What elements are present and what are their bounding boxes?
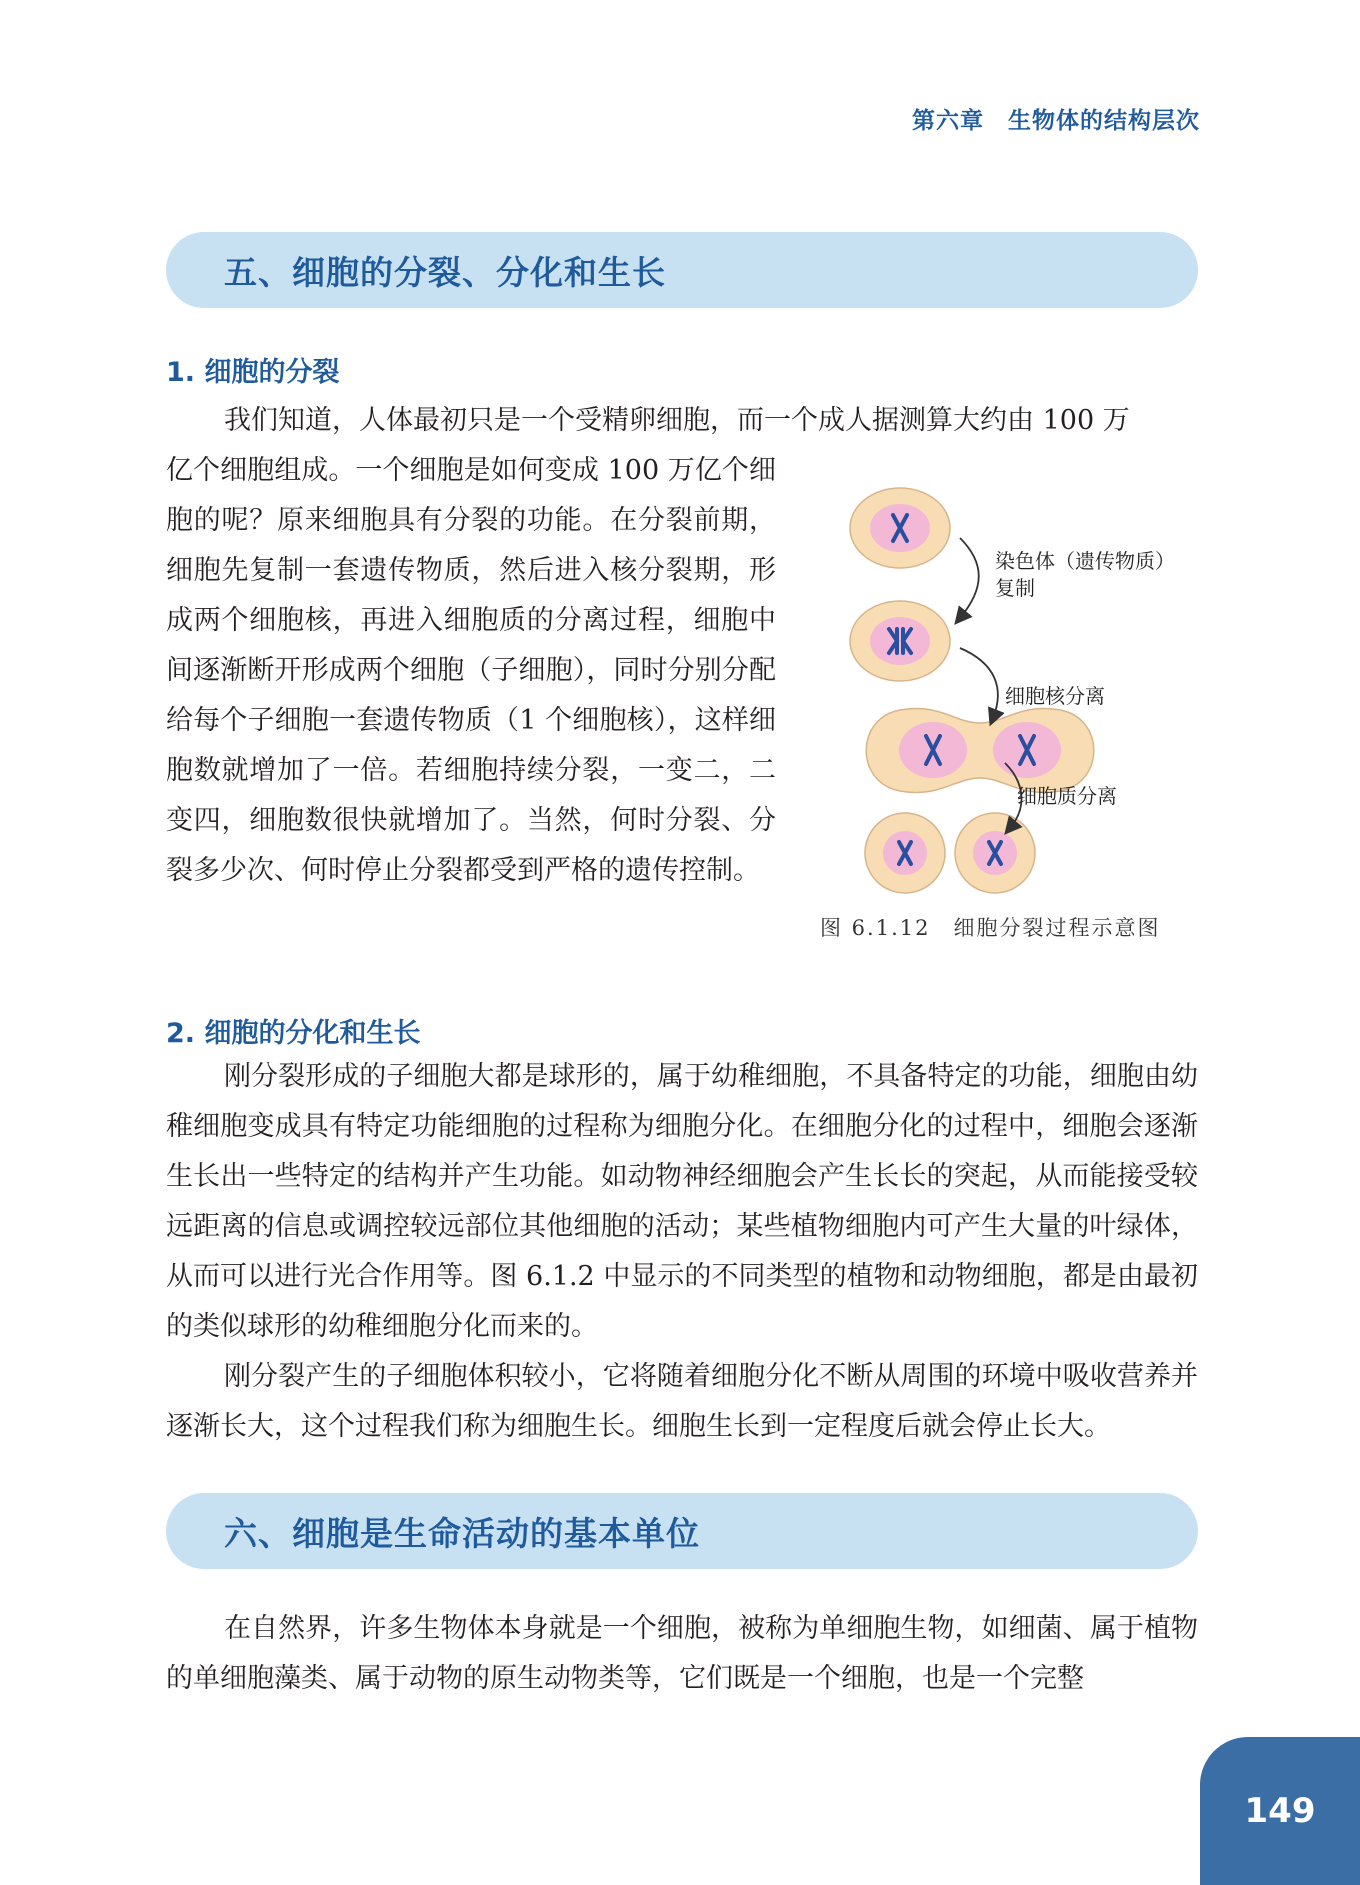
cell-division-figure [805,483,1205,958]
page-number-tab [1200,1737,1360,1885]
label-replication: 复制 [995,576,1035,600]
cell-division-diagram [805,483,1205,958]
page-number: 149 [1244,1791,1316,1831]
section-heading-5: 五、细胞的分裂、分化和生长 [166,232,1198,308]
cell-stage-3 [866,709,1094,793]
section-heading-6: 六、细胞是生命活动的基本单位 [166,1493,1198,1569]
cell-stage-4 [865,813,1035,893]
label-cytoplasm-separation: 细胞质分离 [1017,784,1117,808]
label-chromosome-replication: 染色体（遗传物质） [995,549,1175,573]
arrow-nucleus-separation [960,648,998,718]
paragraph-division-first-line: 我们知道，人体最初只是一个受精卵细胞，而一个成人据测算大约由 100 万 [224,405,1130,436]
paragraph-single-cell-organisms: 在自然界，许多生物体本身就是一个细胞，被称为单细胞生物，如细菌、属于植物的单细胞藻类、属于动物的原生动物类等，它们既是一个细胞，也是一个完整 [166,1613,1198,1694]
figure-caption: 图 6.1.12 细胞分裂过程示意图 [820,916,1161,940]
arrow-replication [960,538,979,618]
running-head: 第六章 生物体的结构层次 [912,108,1200,134]
label-nucleus-separation: 细胞核分离 [1005,684,1105,708]
paragraph-differentiation: 刚分裂形成的子细胞大都是球形的，属于幼稚细胞，不具备特定的功能，细胞由幼稚细胞变成具有特定功能细胞的过程称为细胞分化。在细胞分化的过程中，细胞会逐渐生长出一些特定的结构并产生功能。如动物神经细胞会产生长长的突起，从而能接受较远距离的信息或调控较远部位其他细胞的活动；某些植物细胞内可产生大量的叶绿体，从而可以进行光合作用等。图 6.1.2 中显示的不同类型的植物和动物细胞，都是由最初的类似球形的幼稚细胞分化而来的。 [166,1061,1198,1342]
cell-stage-1 [850,488,950,568]
subheading-differentiation-growth: 2. 细胞的分化和生长 [166,1018,421,1049]
paragraph-division-body: 亿个细胞组成。一个细胞是如何变成 100 万亿个细胞的呢？原来细胞具有分裂的功能。在分裂前期，细胞先复制一套遗传物质，然后进入核分裂期，形成两个细胞核，再进入细胞质的分离过程，细胞中间逐渐断开形成两个细胞（子细胞），同时分别分配给每个子细胞一套遗传物质（1 个细胞核），这样细胞数就增加了一倍。若细胞持续分裂，一变二，二变四，细胞数很快就增加了。当然，何时分裂、分裂多少次、何时停止分裂都受到严格的遗传控制。 [166,455,776,886]
cell-stage-2 [850,601,950,681]
paragraph-growth: 刚分裂产生的子细胞体积较小，它将随着细胞分化不断从周围的环境中吸收营养并逐渐长大，这个过程我们称为细胞生长。细胞生长到一定程度后就会停止长大。 [166,1361,1198,1442]
subheading-cell-division: 1. 细胞的分裂 [166,357,340,388]
